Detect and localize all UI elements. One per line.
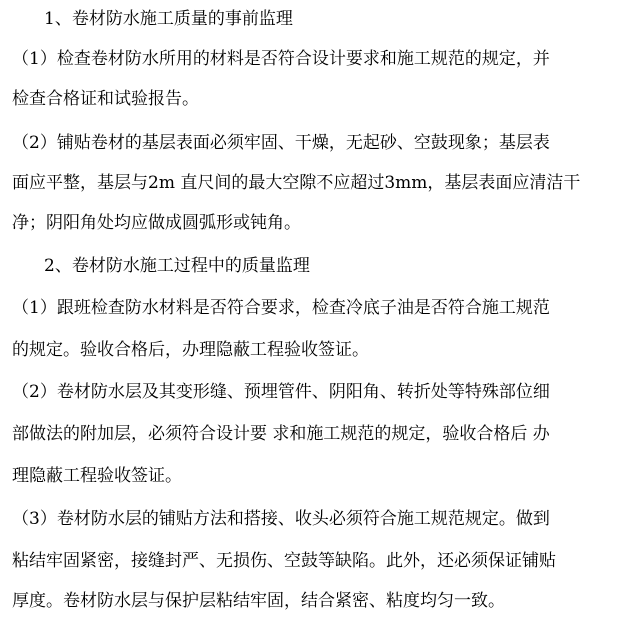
section-heading-1: 1、卷材防水施工质量的事前监理 [44,9,293,29]
paragraph-2-2-line-1: （2）卷材防水层及其变形缝、预埋管件、阴阳角、转折处等特殊部位细 [12,382,550,402]
paragraph-1-1-line-1: （1）检查卷材防水所用的材料是否符合设计要求和施工规范的规定，并 [12,49,550,69]
paragraph-1-1-line-2: 检查合格证和试验报告。 [12,89,199,109]
paragraph-2-2-line-2: 部做法的附加层，必须符合设计要 求和施工规范的规定，验收合格后 办 [12,424,550,444]
paragraph-2-3-line-3: 厚度。卷材防水层与保护层粘结牢固，结合紧密、粘度均匀一致。 [12,591,505,611]
paragraph-1-2-line-3: 净；阴阳角处均应做成圆弧形或钝角。 [12,213,301,233]
paragraph-1-2-line-1: （2）铺贴卷材的基层表面必须牢固、干燥，无起砂、空鼓现象；基层表 [12,133,550,153]
section-heading-2: 2、卷材防水施工过程中的质量监理 [44,256,310,276]
paragraph-2-3-line-1: （3）卷材防水层的铺贴方法和搭接、收头必须符合施工规范规定。做到 [12,509,550,529]
paragraph-2-1-line-2: 的规定。验收合格后，办理隐蔽工程验收签证。 [12,340,369,360]
paragraph-2-2-line-3: 理隐蔽工程验收签证。 [12,466,182,486]
paragraph-2-3-line-2: 粘结牢固紧密，接缝封严、无损伤、空鼓等缺陷。此外，还必须保证铺贴 [12,551,556,571]
paragraph-2-1-line-1: （1）跟班检查防水材料是否符合要求，检查冷底子油是否符合施工规范 [12,298,550,318]
paragraph-1-2-line-2: 面应平整，基层与2m 直尺间的最大空隙不应超过3mm，基层表面应清洁干 [12,173,581,193]
